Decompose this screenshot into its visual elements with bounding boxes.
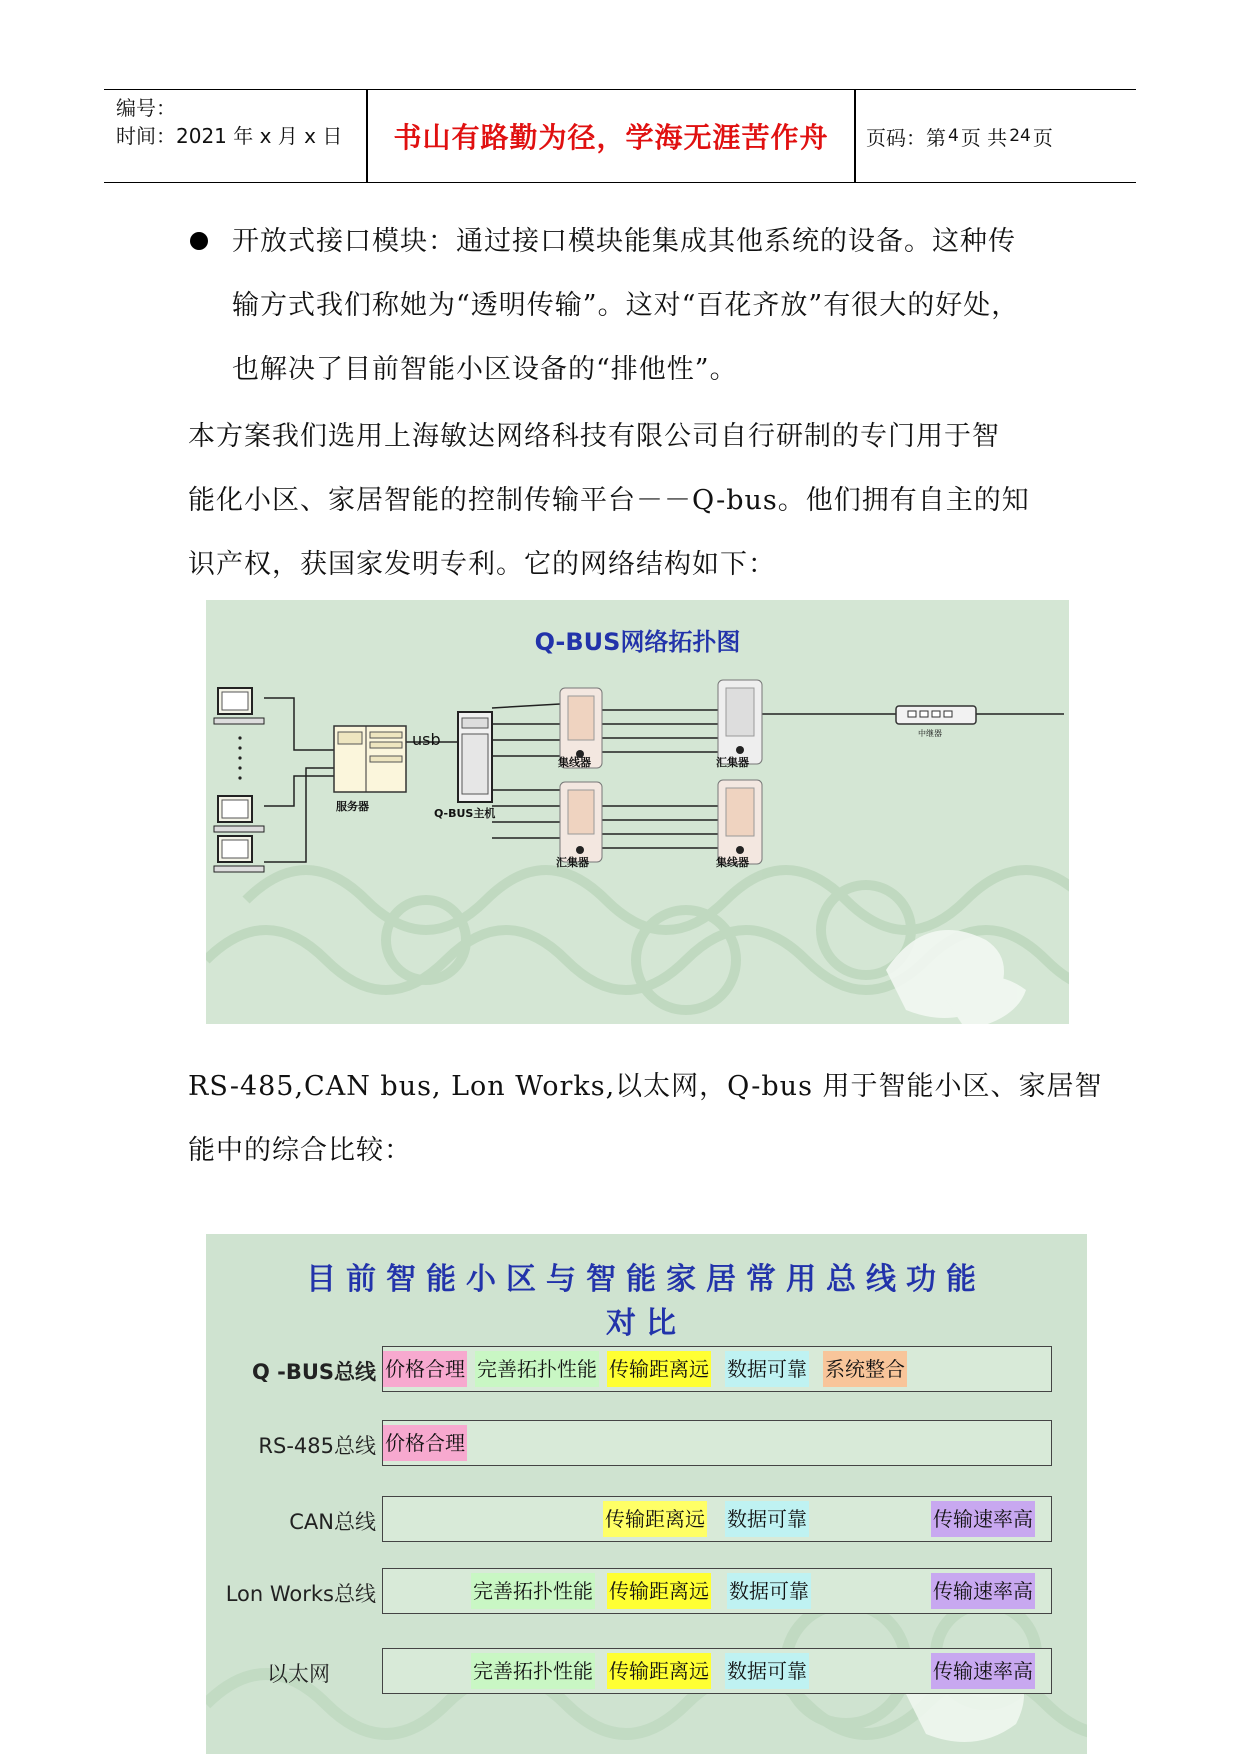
feature-speed: 传输速率高 bbox=[931, 1653, 1035, 1689]
hub-label: 汇集器 bbox=[716, 756, 749, 769]
computer-icon bbox=[214, 836, 264, 872]
switch-icon bbox=[896, 706, 976, 724]
bus-feature-bar bbox=[382, 1648, 1052, 1694]
page-current: 4 bbox=[948, 126, 959, 146]
header-motto: 书山有路勤为径，学海无涯苦作舟 bbox=[393, 121, 829, 154]
page-indicator bbox=[866, 90, 1053, 182]
feature-distance: 传输距离远 bbox=[607, 1351, 711, 1387]
page-total: 24 bbox=[1009, 126, 1031, 146]
collector-icon bbox=[560, 782, 602, 862]
intro-paragraph bbox=[188, 405, 1030, 597]
feature-price: 价格合理 bbox=[383, 1351, 467, 1387]
text-line: 识产权，获国家发明专利。它的网络结构如下： bbox=[188, 549, 776, 580]
server-label: 服务器 bbox=[336, 800, 369, 813]
bus-feature-bar bbox=[382, 1496, 1052, 1542]
page-prefix: 页码：第 bbox=[866, 125, 946, 150]
page-mid: 页 共 bbox=[960, 125, 1008, 150]
switch-label: 中继器 bbox=[918, 729, 942, 738]
bus-feature-bar bbox=[382, 1420, 1052, 1466]
feature-distance: 传输距离远 bbox=[607, 1653, 711, 1689]
usb-label: usb bbox=[412, 730, 441, 749]
bus-name-qbus: Q -BUS总线 bbox=[251, 1360, 376, 1384]
page-suffix: 页 bbox=[1032, 125, 1053, 150]
bus-comparison-figure bbox=[206, 1234, 1087, 1754]
bus-feature-bar bbox=[382, 1568, 1052, 1614]
bus-name-rs485: RS-485总线 bbox=[258, 1434, 376, 1458]
text-line: 能中的综合比较： bbox=[188, 1135, 412, 1166]
feature-integration: 系统整合 bbox=[823, 1351, 907, 1387]
feature-reliable: 数据可靠 bbox=[725, 1501, 809, 1537]
header-divider bbox=[854, 90, 856, 182]
text-line: 能化小区、家居智能的控制传输平台－－Q-bus。他们拥有自主的知 bbox=[188, 485, 1030, 516]
qbus-topology-figure bbox=[206, 600, 1069, 1024]
computer-icon bbox=[214, 688, 264, 724]
collector-label: 集线器 bbox=[558, 756, 591, 769]
ellipsis-dots bbox=[238, 736, 241, 779]
comparison-title: 目前智能小区与智能家居常用总线功能对比 bbox=[306, 1262, 986, 1341]
text-line: 本方案我们选用上海敏达网络科技有限公司自行研制的专门用于智 bbox=[188, 421, 1000, 452]
bullet-dot-icon bbox=[190, 232, 208, 250]
text-line: 开放式接口模块：通过接口模块能集成其他系统的设备。这种传 bbox=[232, 226, 1016, 257]
feature-distance: 传输距离远 bbox=[607, 1573, 711, 1609]
qbus-host-icon bbox=[458, 712, 492, 802]
server-icon bbox=[334, 726, 406, 792]
feature-reliable: 数据可靠 bbox=[727, 1573, 811, 1609]
feature-speed: 传输速率高 bbox=[931, 1501, 1035, 1537]
feature-reliable: 数据可靠 bbox=[725, 1351, 809, 1387]
feature-price: 价格合理 bbox=[383, 1425, 467, 1461]
comparison-paragraph bbox=[188, 1055, 1103, 1183]
document-number-label: 编号： bbox=[116, 96, 176, 120]
bullet-paragraph bbox=[232, 210, 1019, 402]
bus-name-can: CAN总线 bbox=[289, 1510, 376, 1534]
feature-topology: 完善拓扑性能 bbox=[471, 1573, 595, 1609]
collector-icon bbox=[718, 780, 762, 864]
bus-name-ethernet: 以太网 bbox=[267, 1662, 330, 1686]
bus-feature-bar bbox=[382, 1346, 1052, 1392]
feature-reliable: 数据可靠 bbox=[725, 1653, 809, 1689]
text-line: 输方式我们称她为“透明传输”。这对“百花齐放”有很大的好处， bbox=[232, 290, 1020, 321]
feature-topology: 完善拓扑性能 bbox=[475, 1351, 599, 1387]
feature-distance: 传输距离远 bbox=[603, 1501, 707, 1537]
host-label: Q-BUS主机 bbox=[434, 807, 496, 820]
header-meta bbox=[116, 94, 342, 150]
feature-speed: 传输速率高 bbox=[931, 1573, 1035, 1609]
text-line: 也解决了目前智能小区设备的“排他性”。 bbox=[232, 354, 738, 385]
topology-title: Q-BUS网络拓扑图 bbox=[534, 628, 741, 656]
computer-icon bbox=[214, 796, 264, 832]
collector-icon bbox=[718, 680, 762, 764]
document-time: 时间：2021 年 x 月 x 日 bbox=[116, 124, 343, 148]
feature-topology: 完善拓扑性能 bbox=[471, 1653, 595, 1689]
hub-label: 汇集器 bbox=[556, 856, 589, 869]
bus-name-lonworks: Lon Works总线 bbox=[225, 1582, 376, 1606]
text-line: RS-485,CAN bus, Lon Works,以太网，Q-bus 用于智能小区、家居智 bbox=[188, 1071, 1103, 1102]
page-header bbox=[104, 89, 1136, 183]
collector-label: 集线器 bbox=[716, 856, 749, 869]
